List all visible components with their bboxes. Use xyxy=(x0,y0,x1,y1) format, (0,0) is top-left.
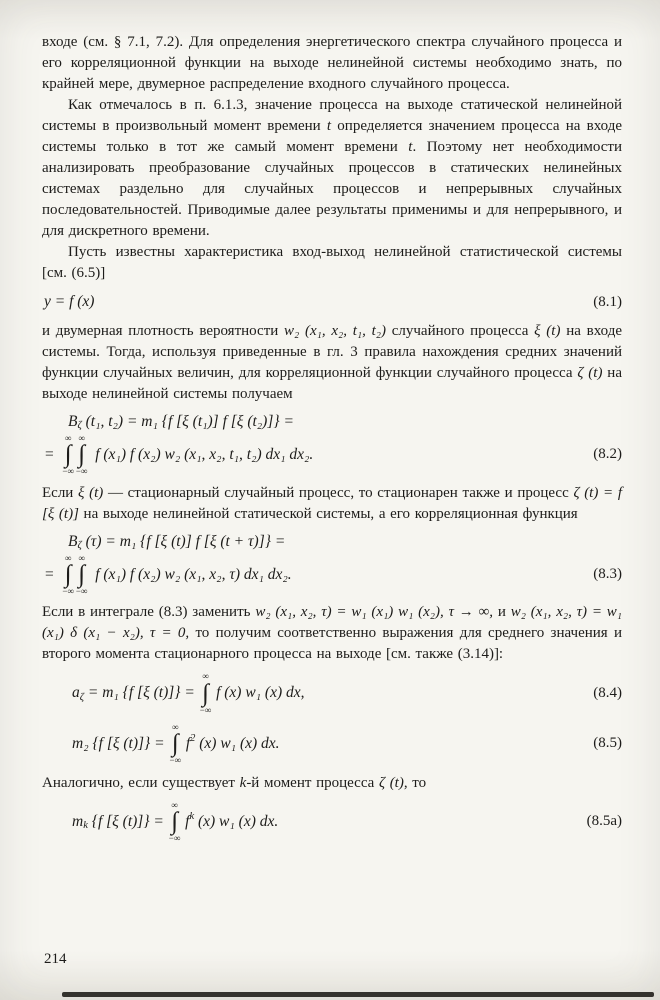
subscript: ζ xyxy=(77,539,82,551)
paragraph-7 xyxy=(42,773,622,794)
paragraph-text: Как отмечалось в п. 6.1.3, значение процесса на выходе статической нелинейной системы в произвольный момент времени xyxy=(42,97,622,134)
formula-text: (τ) = m₁ {f [ξ (t)] f [ξ (t + τ)]} = xyxy=(81,532,286,550)
equation-8-3 xyxy=(42,530,622,597)
equation-8-1 xyxy=(42,290,622,314)
integral-sign xyxy=(75,553,89,597)
formula-text: f xyxy=(181,812,190,830)
paragraph-1 xyxy=(42,32,622,95)
subscript: k xyxy=(83,820,88,832)
integral-upper-limit: ∞ xyxy=(202,671,209,682)
integral-sign xyxy=(168,722,182,766)
formula-text: (x) w₁ (x) dx. xyxy=(195,734,280,752)
integral-upper-limit: ∞ xyxy=(78,552,85,563)
superscript: k xyxy=(189,811,195,823)
subscript: ζ xyxy=(79,691,85,703)
integral-lower-limit: −∞ xyxy=(62,586,74,597)
integral-lower-limit: −∞ xyxy=(75,466,88,477)
integral-sign xyxy=(199,671,213,715)
formula-text: (x) w₁ (x) dx. xyxy=(194,812,279,830)
formula-text: = m₁ {f [ξ (t)]} = xyxy=(84,684,199,702)
math-var-t: t xyxy=(326,118,332,134)
math-expression: ζ (t) xyxy=(577,365,603,381)
formula-text: f (x₁) f (x₂) w₂ (x₁, x₂, τ) dx₁ dx₂. xyxy=(91,565,292,583)
integral-lower-limit: −∞ xyxy=(199,704,212,715)
math-expression: w₂ (x₁, x₂, τ) = w₁ (x₁) δ (x₁ − x₂), τ = 0, xyxy=(42,604,623,642)
paragraph-text: Если в интеграле (8.3) заменить xyxy=(42,604,256,621)
integral-upper-limit: ∞ xyxy=(64,433,72,443)
paragraph-text: -й момент процесса xyxy=(246,774,379,791)
superscript: 2 xyxy=(190,733,196,745)
equation-8-2 xyxy=(42,410,622,477)
paragraph-4 xyxy=(42,321,622,405)
formula-text: f (x) w₁ (x) dx, xyxy=(212,684,305,702)
formula-text: = xyxy=(44,445,59,463)
math-expression: ξ (t) xyxy=(78,484,104,501)
integral-symbol: ∫ xyxy=(64,441,72,469)
integral-upper-limit: ∞ xyxy=(64,552,72,563)
integral-symbol: ∫ xyxy=(171,730,179,758)
integral-lower-limit: −∞ xyxy=(168,833,181,844)
formula-text: (t₁, t₂) = m₁ {f [ξ (t₁)] f [ξ (t₂)]} = xyxy=(81,413,294,430)
integral-symbol: ∫ xyxy=(64,561,72,589)
math-var-k: k xyxy=(239,774,247,791)
paragraph-text: определяется значением процесса на входе системы только в тот же самый момент времени xyxy=(42,118,622,155)
integral-upper-limit: ∞ xyxy=(171,799,178,810)
integral-lower-limit: −∞ xyxy=(62,466,74,477)
integral-upper-limit: ∞ xyxy=(171,722,179,733)
equation-number: (8.5) xyxy=(593,735,622,752)
math-expression: w₂ (x₁, x₂, t₁, t₂) xyxy=(284,323,386,339)
formula-text: {f [ξ (t)]} = xyxy=(87,812,168,830)
integral-sign xyxy=(168,800,182,844)
equation-body: y = f (x) xyxy=(44,293,95,310)
paragraph-text: Аналогично, если существует xyxy=(42,774,240,791)
math-expression: ξ (t) xyxy=(534,323,561,339)
equation-line-2 xyxy=(42,553,622,597)
integral-symbol: ∫ xyxy=(78,441,86,469)
subscript: ζ xyxy=(77,420,82,431)
integral-lower-limit: −∞ xyxy=(169,755,181,766)
double-integral xyxy=(61,433,88,477)
paragraph-text: и xyxy=(493,604,511,621)
integral-sign xyxy=(61,553,75,597)
paragraph-text: случайного процесса xyxy=(385,323,535,339)
equation-number: (8.4) xyxy=(593,684,622,701)
paragraph-text: — стационарный случайный процесс, то стационарен также и процесс xyxy=(103,484,574,501)
formula-text: = xyxy=(44,565,59,583)
double-integral xyxy=(61,553,88,597)
paragraph-text: на выходе нелинейной статической системы, а его корреляционная функция xyxy=(78,505,578,522)
integral-symbol: ∫ xyxy=(171,808,178,836)
paragraph-text: то получим соответственно выражения для среднего значения и второго момента стационарного процесса на выходе [см. также (3.14)]: xyxy=(42,625,623,663)
math-expression: ζ (t) = f [ξ (t)] xyxy=(42,484,622,522)
equation-8-4 xyxy=(42,671,622,715)
integral-sign xyxy=(75,433,89,477)
math-expression: w₂ (x₁, x₂, τ) = w₁ (x₁) w₁ (x₂), τ → ∞, xyxy=(255,604,494,621)
paragraph-text: . Поэтому нет необходимости анализировать преобразование случайных процессов в статических нелинейных системах раздельно для случайных процессов и непрерывных случайных последовательностей. Приводимые далее результаты применимы и для непрерывного, и для дискретного времени. xyxy=(42,139,622,239)
equation-number: (8.3) xyxy=(593,566,622,583)
integral-symbol: ∫ xyxy=(78,561,86,589)
paragraph-text: и двумерная плотность вероятности xyxy=(42,323,285,339)
formula-text: B xyxy=(68,532,78,550)
scan-artifact-bottom xyxy=(62,992,654,997)
paragraph-6 xyxy=(42,602,622,665)
formula-text: f (x₁) f (x₂) w₂ (x₁, x₂, t₁, t₂) dx₁ dx₂. xyxy=(91,445,314,463)
equation-number: (8.2) xyxy=(593,446,622,463)
equation-8-5a xyxy=(42,800,622,844)
integral-symbol: ∫ xyxy=(202,679,209,707)
integral-upper-limit: ∞ xyxy=(78,433,85,443)
equation-line-2 xyxy=(42,433,622,477)
paragraph-2 xyxy=(42,95,622,242)
equation-line-1 xyxy=(42,410,622,433)
paragraph-3 xyxy=(42,242,622,284)
paragraph-text: , то xyxy=(403,774,427,791)
paragraph-text: Если xyxy=(42,484,79,501)
formula-text: a xyxy=(72,684,80,702)
integral-sign xyxy=(61,433,75,477)
paragraph-text: на входе системы. Тогда, используя приведенные в гл. 3 правила нахождения средних значений функции случайных величин, для корреляционной функции случайного процесса xyxy=(42,323,623,381)
equation-number: (8.5a) xyxy=(586,813,622,830)
formula-text: m₂ {f [ξ (t)]} = xyxy=(72,734,169,752)
integral-lower-limit: −∞ xyxy=(75,586,88,597)
text-block xyxy=(42,32,622,850)
page-number: 214 xyxy=(44,951,67,967)
formula-text: m xyxy=(72,812,84,830)
equation-line-1 xyxy=(42,530,622,553)
paragraph-text: входе (см. § 7.1, 7.2). Для определения энергетического спектра случайного процесса и его корреляционной функции на выходе нелинейной системы необходимо знать, по крайней мере, двумерное распределение входного случайного процесса. xyxy=(42,34,622,92)
equation-number: (8.1) xyxy=(593,294,622,310)
math-expression: ζ (t) xyxy=(378,774,404,791)
paragraph-5 xyxy=(42,483,622,525)
paragraph-text: Пусть известны характеристика вход-выход нелинейной статистической системы [см. (6.5)] xyxy=(42,244,622,281)
formula-text: B xyxy=(68,413,78,430)
equation-8-5 xyxy=(42,722,622,766)
math-var-t: t xyxy=(408,139,413,155)
paragraph-text: на выходе нелинейной системы получаем xyxy=(42,365,622,402)
formula-text: f xyxy=(181,734,191,752)
